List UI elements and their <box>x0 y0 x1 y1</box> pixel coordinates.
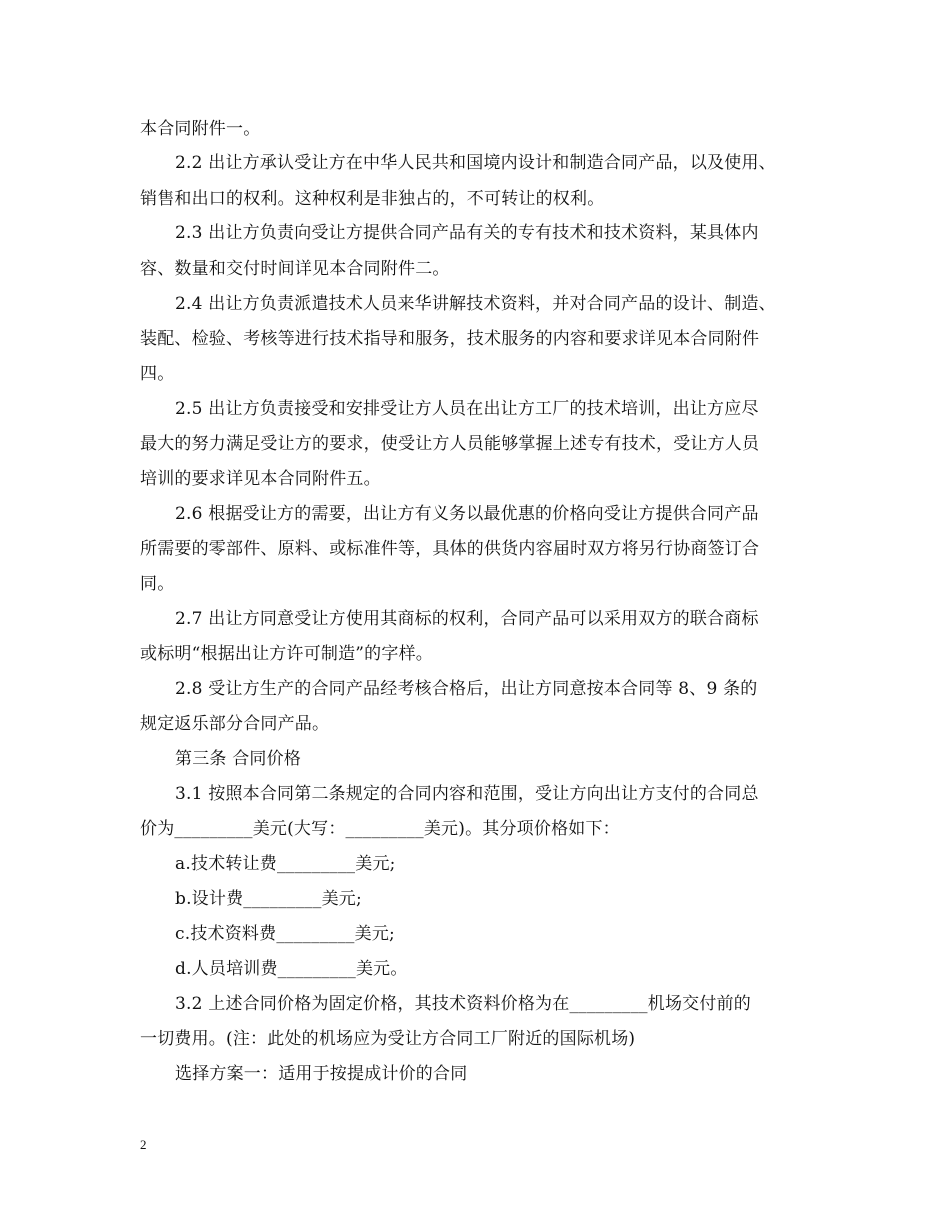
price-item-a: a.技术转让费_________美元; <box>175 854 396 874</box>
paragraph-line-17: 2.8 受让方生产的合同产品经考核合格后，出让方同意按本合同等 8、9 条的 <box>175 679 758 699</box>
paragraph-line-27: 一切费用。(注：此处的机场应为受让方合同工厂附近的国际机场) <box>140 1029 636 1049</box>
section-heading: 第三条 合同价格 <box>175 749 302 769</box>
paragraph-line-2: 2.2 出让方承认受让方在中华人民共和国境内设计和制造合同产品，以及使用、 <box>175 153 776 173</box>
paragraph-line-10: 最大的努力满足受让方的要求，使受让方人员能够掌握上述专有技术，受让方人员 <box>140 434 760 454</box>
price-item-b: b.设计费_________美元; <box>175 889 362 909</box>
paragraph-line-16: 或标明“根据出让方许可制造”的字样。 <box>140 644 433 664</box>
paragraph-line-11: 培训的要求详见本合同附件五。 <box>140 469 381 489</box>
price-item-c: c.技术资料费_________美元; <box>175 924 395 944</box>
paragraph-line-15: 2.7 出让方同意受让方使用其商标的权利，合同产品可以采用双方的联合商标 <box>175 609 759 629</box>
paragraph-line-18: 规定返乐部分合同产品。 <box>140 714 330 734</box>
paragraph-line-12: 2.6 根据受让方的需要，出让方有义务以最优惠的价格向受让方提供合同产品 <box>175 504 759 524</box>
paragraph-line-4: 2.3 出让方负责向受让方提供合同产品有关的专有技术和技术资料，某具体内 <box>175 223 759 243</box>
paragraph-line-14: 同。 <box>140 574 175 594</box>
paragraph-line-9: 2.5 出让方负责接受和安排受让方人员在出让方工厂的技术培训，出让方应尽 <box>175 399 759 419</box>
paragraph-line-7: 装配、检验、考核等进行技术指导和服务，技术服务的内容和要求详见本合同附件 <box>140 329 760 349</box>
paragraph-line-1: 本合同附件一。 <box>140 119 261 139</box>
paragraph-line-8: 四。 <box>140 364 175 384</box>
paragraph-line-13: 所需要的零部件、原料、或标准件等，具体的供货内容届时双方将另行协商签订合 <box>140 539 760 559</box>
paragraph-line-28: 选择方案一：适用于按提成计价的合同 <box>175 1064 468 1084</box>
paragraph-line-20: 3.1 按照本合同第二条规定的合同内容和范围，受让方向出让方支付的合同总 <box>175 784 759 804</box>
price-item-d: d.人员培训费_________美元。 <box>175 959 408 979</box>
paragraph-line-6: 2.4 出让方负责派遣技术人员来华讲解技术资料，并对合同产品的设计、制造、 <box>175 294 776 314</box>
paragraph-line-21: 价为_________美元(大写：_________美元)。其分项价格如下： <box>140 819 620 839</box>
page-number: 2 <box>140 1137 147 1152</box>
paragraph-line-3: 销售和出口的权利。这种权利是非独占的，不可转让的权利。 <box>140 189 605 209</box>
paragraph-line-26: 3.2 上述合同价格为固定价格，其技术资料价格为在_________机场交付前的 <box>175 994 751 1014</box>
paragraph-line-5: 容、数量和交付时间详见本合同附件二。 <box>140 259 450 279</box>
